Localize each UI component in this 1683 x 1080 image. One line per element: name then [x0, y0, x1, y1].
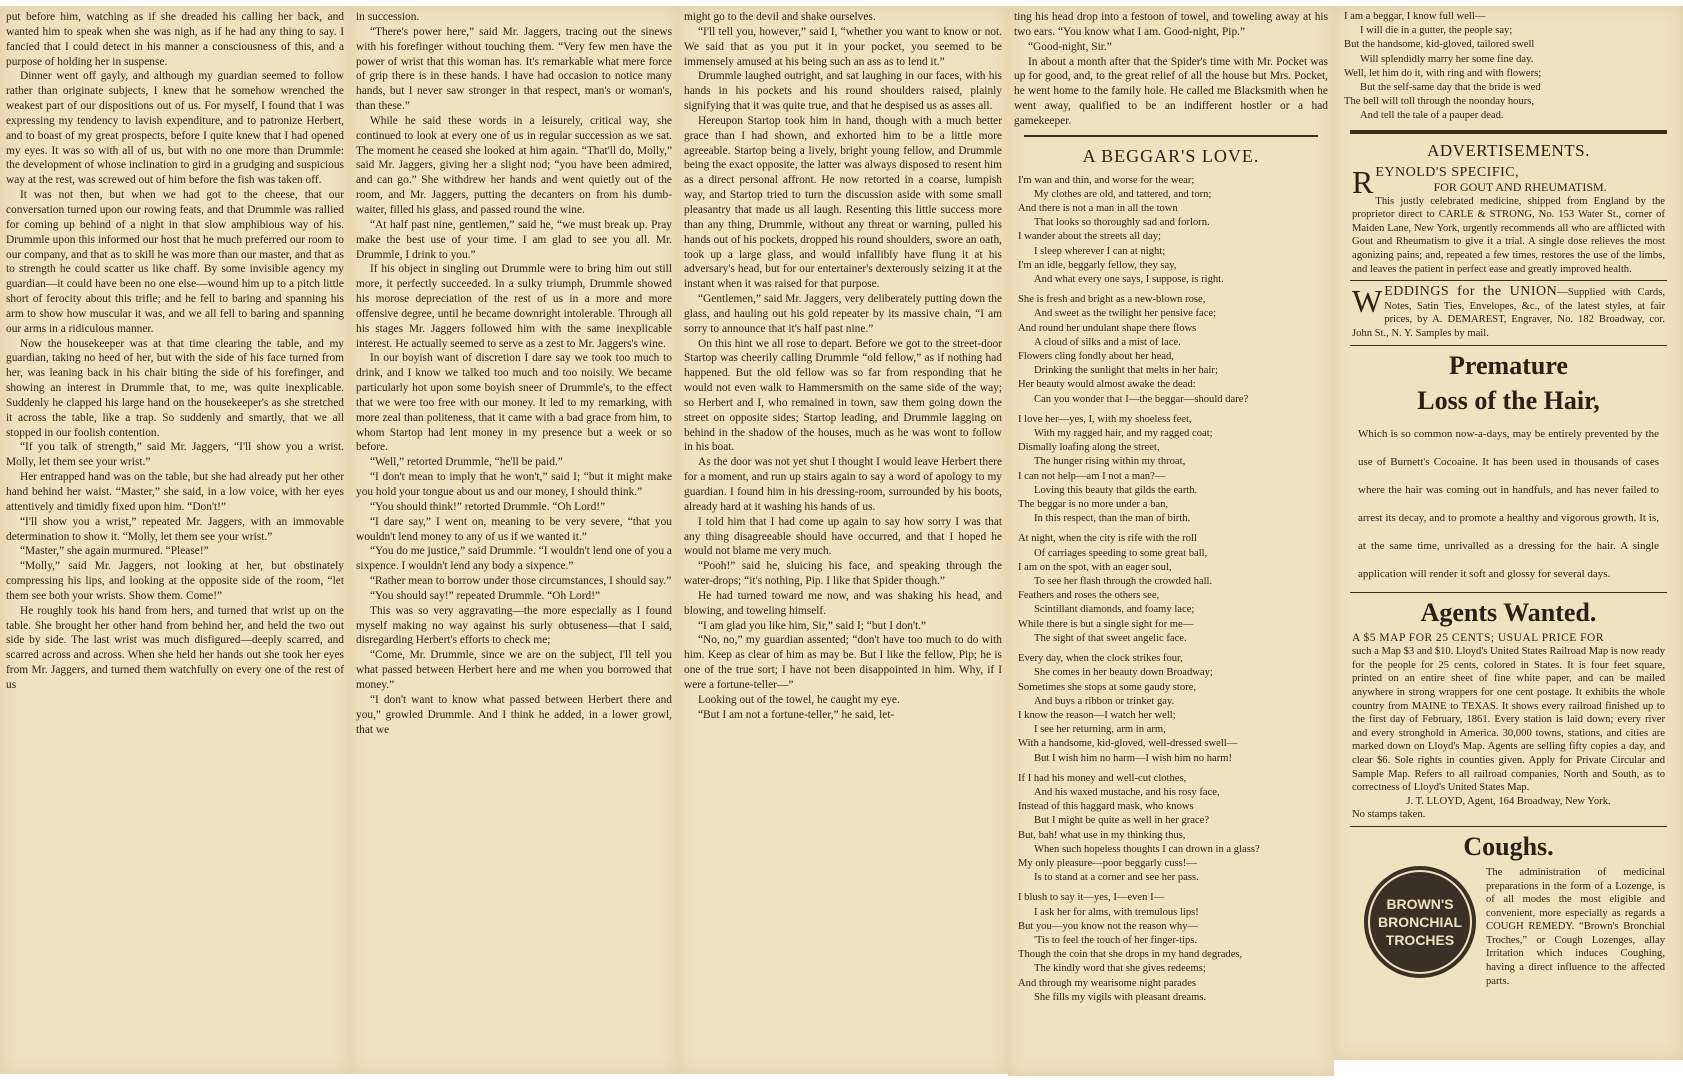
paragraph: “I'll tell you, however,” said I, “whether you want to know or not. We said that as you put it in your pocket, you seemed to be immensely amused at his being such an ass as to lend it.”	[684, 25, 1002, 68]
poem-line: I will die in a gutter, the people say;	[1360, 25, 1513, 37]
poem-line: I'm an idle, beggarly fellow, they say,	[1018, 259, 1177, 271]
poem-line: I see her returning, arm in arm,	[1034, 724, 1166, 736]
poem-line: The beggar is no more under a ban,	[1018, 499, 1169, 511]
ad-reynolds	[1340, 166, 1677, 276]
paragraph: If his object in singling out Drummle were to bring him out still more, it perfectly succeeded. In a sulky triumph, Drummle showed his morose depreciation of the rest of us in a more and more offensive degree, until he became downright intolerable. Through all his stages Mr. Jaggers followed him with the same inexplicable interest. He actually seemed to serve as a zest to Mr. Jaggers's wine.	[356, 263, 672, 350]
poem-line: Dismally loafing along the street,	[1018, 442, 1160, 454]
paragraph: Her entrapped hand was on the table, but she had already put her other hand behind her waist. “Master,” she said, in a low voice, with her eyes attentively and timidly fixed upon him. “Don't!”	[6, 471, 344, 513]
ad-agents-note: No stamps taken.	[1352, 809, 1426, 821]
poem-stanza	[1018, 293, 1328, 407]
poem-line: She comes in her beauty down Broadway;	[1034, 667, 1213, 679]
poem-line: But you—you know not the reason why—	[1018, 920, 1199, 932]
column-1	[0, 6, 350, 1074]
poem-line: I ask her for alms, with tremulous lips!	[1034, 906, 1199, 918]
poem-stanza	[1018, 532, 1328, 646]
poem-line: If I had his money and well-cut clothes,	[1018, 772, 1187, 784]
poem-closing-stanza	[1340, 10, 1677, 124]
paragraph: It was not then, but when we had got to the cheese, that our conversation turned upon our rowing feats, and that Drummle was rallied for coming up behind of a night in that slow amphibious way of his. Drummle upon this informed our host that he much preferred our room to our company, and that as to skill he was more than our master, and that as to strength he could scatter us like chaff. By some invisible agency my guardian—it could have been no one else—wound him up to a pitch little short of ferocity about this trifle; and he fell to baring and spanning his arm to show how muscular it was, and we all fell to baring and spanning our arms in a ridiculous manner.	[6, 189, 344, 335]
poem-line: I love her—yes, I, with my shoeless feet,	[1018, 413, 1192, 425]
paragraph: Hereupon Startop took him in hand, though with a much better grace than I had shown, and exhorted him to be a little more agreeable. Startop being a lively, bright young fellow, and Drummle being the exact opposite, the latter was always disposed to resent him as a direct personal affront. He now retorted in a coarse, lumpish way, and Startop tried to turn the discussion aside with some small pleasantry that made us all laugh. Resenting this little success more than any thing, Drummle, without any threat or warning, pulled his hands out of his pockets, dropped his round shoulders, swore an oath, took up a large glass, and would infallibly have flung it at his adversary's head, but for our entertainer's dexterously seizing it at the instant when it was raised for that purpose.	[684, 114, 1002, 291]
paragraph: He roughly took his hand from hers, and turned that wrist up on the table. She brought her other hand from behind her, and held the two out side by side. The last wrist was much disfigured—deeply scarred, and scarred across and across. When she held her hands out she took her eyes from Mr. Jaggers, and turned them watchfully on every one of the rest of us	[6, 604, 344, 691]
poem-line: I blush to say it—yes, I—even I—	[1018, 892, 1165, 904]
poem-line: 'Tis to feel the touch of her finger-tips.	[1034, 934, 1198, 946]
poem-line: I can not help—am I not a man?—	[1018, 470, 1166, 482]
paragraph: “Good-night, Sir.”	[1028, 40, 1112, 53]
paragraph: On this hint we all rose to depart. Before we got to the street-door Startop was cheerily calling Drummle “old fellow,” as if nothing had happened. But the old fellow was so far from responding that he would not even walk to Hammersmith on the same side of the way; so Herbert and I, who remained in town, saw them going down the street on opposite sides; Startop leading, and Drummle lagging on behind in the shadow of the houses, much as he was wont to follow in his boat.	[684, 337, 1002, 454]
poem-line: While there is but a single sight for me—	[1018, 618, 1194, 630]
paragraph: Now the housekeeper was at that time clearing the table, and my guardian, taking no heed of her, but with the side of his face turned from her, was leaning back in his chair biting the side of his forefinger, and showing an interest in Drummle that, to me, was quite inexplicable. Suddenly he clapped his large hand on the housekeeper's as she stretched it across the table, like a trap. So suddenly and smartly, that we all stopped in our foolish contention.	[6, 337, 344, 439]
ad-weddings-initial: W	[1352, 283, 1383, 320]
ad-coughs-body: The administration of medicinal preparations in the form of a Lozenge, is of all modes the most eligible and convenient, more especially as regards a COUGH REMEDY. “Brown's Bronchial Troches,” or Cough Lozenges, allay Irritation which induces Coughing, having a direct influence to the affected parts.	[1486, 866, 1665, 987]
poem-line: But the handsome, kid-gloved, tailored swell	[1344, 39, 1535, 51]
paragraph: “No, no,” my guardian assented; “don't have too much to do with him. Keep as clear of him as may be. But I like the fellow, Pip; he is one of the true sort; I have not been disappointed in him. Why, if I were a fortune-teller—”	[684, 634, 1002, 691]
paragraph: put before him, watching as if she dreaded his calling her back, and wanted him to speak when she was nigh, as if he had any thing to say. I fancied that I could detect in his manner a consciousness of this, and a purpose of holding her in suspense.	[6, 11, 344, 68]
poem-line: Scintillant diamonds, and foamy lace;	[1034, 604, 1195, 616]
poem-line: Feathers and roses the others see,	[1018, 590, 1160, 602]
paragraph: “At half past nine, gentlemen,” said he, “we must break up. Pray make the best use of your time. I am glad to see you all. Mr. Drummle, I drink to you.”	[356, 218, 672, 261]
poem-line: Though the coin that she drops in my hand degrades,	[1018, 949, 1243, 961]
ad-agents-title: Agents Wanted.	[1420, 597, 1597, 627]
poem-line: Will splendidly marry her some fine day.	[1360, 53, 1534, 65]
poem-line: I sleep wherever I can at night;	[1034, 245, 1166, 257]
ad-reynolds-title: EYNOLD'S SPECIFIC,	[1375, 165, 1520, 181]
poem-line: Her beauty would almost awake the dead:	[1018, 379, 1196, 391]
poem-line: And his waxed mustache, and his rosy face,	[1034, 786, 1220, 798]
paragraph: “You do me justice,” said Drummle. “I wouldn't lend one of you a sixpence. I wouldn't lend any body a sixpence.”	[356, 545, 672, 573]
divider	[1024, 135, 1318, 137]
column-4	[1008, 6, 1334, 1076]
poem-line: The kindly word that she gives redeems;	[1034, 963, 1206, 975]
divider	[1350, 592, 1667, 593]
paragraph: “I don't mean to imply that he won't,” said I; “but it might make you hold your tongue about us and our money, I should think.”	[356, 471, 672, 498]
poem-stanza	[1018, 772, 1328, 886]
ad-agents-body: such a Map $3 and $10. Lloyd's United States Railroad Map is now ready for the people for 25 cents, colored in States. It is four feet square, printed on an entire sheet of fine white paper, and can be mailed anywhere in strong wrappers for one cent postage. It exhibits the whole country from MAINE to TEXAS. It shows every railroad finished up to the first day of February, 1861. Every station is laid down; every river and every stronghold in America. 30,000 towns, stations, and cities are marked down on Lloyd's Map. Agents are selling fifty copies a day, and clear $6. Sole rights in counties given. Apply for Private Circular and Sample Map. Refers to all railroad companies, North and South, as to correctness of Lloyd's United States Map.	[1352, 646, 1665, 794]
paragraph: might go to the devil and shake ourselves.	[684, 11, 876, 23]
poem-line: Drinking the sunlight that melts in her hair;	[1034, 365, 1218, 377]
poem-line: And through my wearisome night parades	[1018, 977, 1196, 989]
ad-agents-lead: A $5 MAP FOR 25 CENTS; USUAL PRICE FOR	[1352, 631, 1605, 644]
divider	[1350, 826, 1667, 827]
paragraph: “I don't want to know what passed between Herbert there and you,” growled Drummle. And I think he added, in a lower growl, that we	[356, 693, 672, 736]
ad-reynolds-body: This justly celebrated medicine, shipped from England by the proprietor direct to CARLE & STRONG, No. 153 Water St., corner of Maiden Lane, New York, urgently recommends all who are afflicted with Gout and Rheumatism to give it a trial. A single dose relieves the most agonizing pains; and, repeated a few times, restores the use of the limbs, and leaves the patient in perfect ease and greatly improved health.	[1352, 195, 1665, 275]
poem-line: I'm wan and thin, and worse for the wear;	[1018, 174, 1195, 186]
poem-line: Every day, when the clock strikes four,	[1018, 653, 1183, 665]
paragraph: While he said these words in a leisurely, critical way, she continued to look at every one of us in regular succession as we sat. The moment he ceased she looked at him again. “That'll do, Molly,” said Mr. Jaggers, giving her a slight nod; “you have been admired, and can go.” She withdrew her hands and went quietly out of the room, and Mr. Jaggers, putting the decanters on from his dumb-waiter, filled his glass, and passed round the wine.	[356, 114, 672, 216]
badge-line-1: BROWN'S	[1386, 895, 1454, 912]
poem-line: But the self-same day that the bride is wed	[1360, 82, 1541, 94]
poem-line: She is fresh and bright as a new-blown rose,	[1018, 294, 1206, 306]
poem-line: A cloud of silks and a mist of lace.	[1034, 336, 1181, 348]
ad-coughs-title: Coughs.	[1463, 831, 1554, 861]
ad-reynolds-subtitle: FOR GOUT AND RHEUMATISM.	[1433, 180, 1607, 195]
column-2	[350, 6, 678, 1074]
poem-line: With my ragged hair, and my ragged coat;	[1034, 428, 1213, 440]
poem-line: And buys a ribbon or trinket gay.	[1034, 695, 1175, 707]
badge-line-2: BRONCHIAL	[1378, 913, 1462, 930]
bronchial-troches-seal-icon	[1364, 866, 1476, 978]
column-5	[1334, 6, 1683, 1060]
ad-coughs	[1340, 866, 1677, 988]
ad-hair-body: Which is so common now-a-days, may be entirely prevented by the use of Burnett's Cocoaine. It has been used in thousands of cases where the hair was coming out in handfuls, and has never failed to arrest its decay, and to promote a healthy and vigorous growth. It is, at the same time, unrivalled as a dressing for the hair. A single application will render it soft and glossy for several days.	[1358, 427, 1659, 580]
poem-line: And sweet as the twilight her pensive face;	[1034, 308, 1217, 320]
poem-line: My only pleasure—poor beggarly cuss!—	[1018, 857, 1197, 869]
ad-hair-title-1: Premature	[1449, 350, 1568, 380]
poem-line: Is to stand at a corner and see her pass.	[1034, 872, 1199, 884]
divider	[1350, 130, 1667, 134]
divider	[1350, 345, 1667, 346]
poem-stanza	[1018, 652, 1328, 766]
advertisements-heading: ADVERTISEMENTS.	[1427, 140, 1590, 160]
poem-line: She fills my vigils with pleasant dreams.	[1034, 991, 1207, 1003]
paragraph: “I'll show you a wrist,” repeated Mr. Jaggers, with an immovable determination to show it. “Molly, let them see your wrist.”	[6, 515, 344, 543]
poem-line: Of carriages speeding to some great ball,	[1034, 547, 1208, 559]
poem-line: I am a beggar, I know full well—	[1344, 11, 1486, 22]
paragraph: “Gentlemen,” said Mr. Jaggers, very deliberately putting down the glass, and hauling out his gold repeater by its massive chain, “I am sorry to announce that it's half past nine.”	[684, 293, 1002, 335]
paragraph: ting his head drop into a festoon of towel, and toweling away at his two ears. “You know what I am. Good-night, Pip.”	[1014, 11, 1328, 38]
poem-stanza	[1018, 413, 1328, 527]
ad-agents-signature: J. T. LLOYD, Agent, 164 Broadway, New York.	[1406, 795, 1611, 807]
poem-stanza	[1018, 891, 1328, 1005]
paragraph: “Master,” she again murmured. “Please!”	[20, 545, 209, 558]
poem-line: My clothes are old, and tattered, and torn;	[1034, 188, 1212, 200]
poem-line: I know the reason—I watch her well;	[1018, 709, 1176, 721]
poem-line: To see her flash through the crowded hall.	[1034, 576, 1213, 588]
ad-weddings	[1340, 285, 1677, 340]
paragraph: “Come, Mr. Drummle, since we are on the subject, I'll tell you what passed between Herbert here and me when you borrowed that money.”	[356, 649, 672, 691]
paragraph: “But I am not a fortune-teller,” he said, let-	[698, 708, 895, 721]
paragraph: Dinner went off gayly, and although my guardian seemed to follow rather than originate subjects, I knew that he somehow wrenched the weakest part of our dispositions out of us. For myself, I found that I was expressing my tendency to lavish expenditure, and to patronize Herbert, and to boast of my great prospects, before I quite knew that I had opened my eyes. It was so with all of us, but with no one more than Drummle: the development of whose inclination to gird in a grudging and suspicious way at the rest, was screwed out of him before the fish was taken off.	[6, 70, 344, 187]
poem-line: When such hopeless thoughts I can drown in a glass?	[1034, 843, 1260, 855]
poem-line: Loving this beauty that gilds the earth.	[1034, 484, 1198, 496]
divider	[1350, 280, 1667, 281]
poem-line: And what every one says, I suppose, is right.	[1034, 274, 1224, 286]
paragraph: “You should say!” repeated Drummle. “Oh Lord!”	[370, 589, 601, 602]
poem-line: That looks so thoroughly sad and forlorn.	[1034, 217, 1210, 229]
paragraph: In our boyish want of discretion I dare say we took too much to drink, and I know we talked too much and too noisily. We became particularly hot upon some boyish sneer of Drummle's, to the effect that we were too free with our money. It led to my remarking, with more zeal than politeness, that it came with a bad grace from him, to whom Startop had lent money in my presence but a week or so before.	[356, 352, 672, 454]
poem-line: In this respect, than the man of birth.	[1034, 513, 1191, 525]
paragraph: “Pooh!” said he, sluicing his face, and speaking through the water-drops; “it's nothing, Pip. I like that Spider though.”	[684, 560, 1002, 588]
poem-line: Can you wonder that I—the beggar—should dare?	[1034, 393, 1249, 405]
poem-line: Well, let him do it, with ring and with flowers;	[1344, 67, 1542, 79]
poem-line: The sight of that sweet angelic face.	[1034, 632, 1187, 644]
poem-line: Flowers cling fondly about her head,	[1018, 351, 1174, 363]
poem-line: But, bah! what use in my thinking thus,	[1018, 829, 1186, 841]
paragraph: This was so very aggravating—the more especially as I found myself making no way against his surly obtuseness—that I said, disregarding Herbert's efforts to check me;	[356, 604, 672, 647]
column-4-prose	[1014, 10, 1328, 129]
paragraph: Drummle laughed outright, and sat laughing in our faces, with his hands in his pockets and his round shoulders raised, plainly signifying that it was quite true, and that he despised us as asses all.	[684, 70, 1002, 113]
paragraph: “You should think!” retorted Drummle. “Oh Lord!”	[370, 500, 606, 513]
paragraph: “I am glad you like him, Sir,” said I; “but I don't.”	[698, 619, 927, 632]
paragraph: “I dare say,” I went on, meaning to be very severe, “that you wouldn't lend money to any of us if we wanted it.”	[356, 515, 672, 543]
poem-line: But I wish him no harm—I wish him no harm!	[1034, 752, 1233, 764]
paragraph: in succession.	[356, 11, 420, 23]
paragraph: I told him that I had come up again to say how sorry I was that any thing disagreeable should have occurred, and that I hoped he would not blame me very much.	[684, 515, 1002, 558]
poem-line: And there is not a man in all the town	[1018, 203, 1178, 214]
paragraph: Looking out of the towel, he caught my eye.	[698, 693, 900, 706]
poem-line: But I might be quite as well in her grace?	[1034, 815, 1210, 827]
poem-line: The bell will toll through the noonday hours,	[1344, 96, 1535, 108]
poem-line: I am on the spot, with an eager soul,	[1018, 561, 1172, 573]
poem-line: And round her undulant shape there flows	[1018, 322, 1197, 334]
ad-reynolds-initial: R	[1352, 164, 1374, 201]
poem-line: Instead of this haggard mask, who knows	[1018, 801, 1194, 813]
poem-line: I wander about the streets all day;	[1018, 231, 1161, 243]
poem-line: And tell the tale of a pauper dead.	[1360, 110, 1504, 122]
poem-body	[1014, 174, 1328, 1005]
ad-hair-title-2: Loss of the Hair,	[1417, 385, 1600, 415]
column-3	[678, 6, 1008, 1074]
poem-title: A BEGGAR'S LOVE.	[1082, 145, 1260, 166]
paragraph: As the door was not yet shut I thought I would leave Herbert there for a moment, and run up stairs again to say a word of apology to my guardian. I found him in his dressing-room, surrounded by his boots, already hard at it washing his hands of us.	[684, 456, 1002, 513]
paragraph: In about a month after that the Spider's time with Mr. Pocket was up for good, and, to the great relief of all the house but Mrs. Pocket, he went home to the family hole. He called me Blacksmith when he went away, qualified to be an indifferent hostler or a had gamekeeper.	[1014, 55, 1328, 127]
poem-stanza	[1018, 174, 1328, 288]
paragraph: He had turned toward me now, and was shaking his head, and blowing, and toweling himself.	[684, 589, 1002, 617]
ad-weddings-body: —Supplied with Cards, Notes, Satin Ties, Envelopes, &c., of the latest styles, at fair prices, by A. DEMAREST, Engraver, No. 182 Broadway, cor. John St., N. Y. Samples by mail.	[1352, 287, 1665, 339]
paragraph: “There's power here,” said Mr. Jaggers, tracing out the sinews with his forefinger without touching them. “Very few men have the power of wrist that this woman has. It's remarkable what mere force of grip there is in these hands. I have had occasion to notice many hands, but I never saw stronger in that respect, man's or woman's, than these.”	[356, 25, 672, 113]
poem-line: With a handsome, kid-gloved, well-dressed swell—	[1018, 738, 1238, 750]
badge-line-3: TROCHES	[1385, 931, 1455, 948]
ad-weddings-title: EDDINGS for the UNION	[1384, 284, 1558, 300]
paragraph: “Well,” retorted Drummle, “he'll be paid.”	[370, 456, 563, 469]
paragraph: “Molly,” said Mr. Jaggers, not looking at her, but obstinately compressing his lips, and looking at the opposite side of the room, “let them see both your wrists. Show them. Come!”	[6, 560, 344, 602]
poem-line: Sometimes she stops at some gaudy store,	[1018, 681, 1197, 693]
poem-line: At night, when the city is rife with the roll	[1018, 533, 1197, 545]
ad-agents	[1340, 632, 1677, 822]
poem-line: The hunger rising within my throat,	[1034, 456, 1186, 468]
paragraph: “Rather mean to borrow under those circumstances, I should say.”	[370, 575, 672, 588]
paragraph: “If you talk of strength,” said Mr. Jaggers, “I'll show you a wrist. Molly, let them see your wrist.”	[6, 441, 344, 469]
